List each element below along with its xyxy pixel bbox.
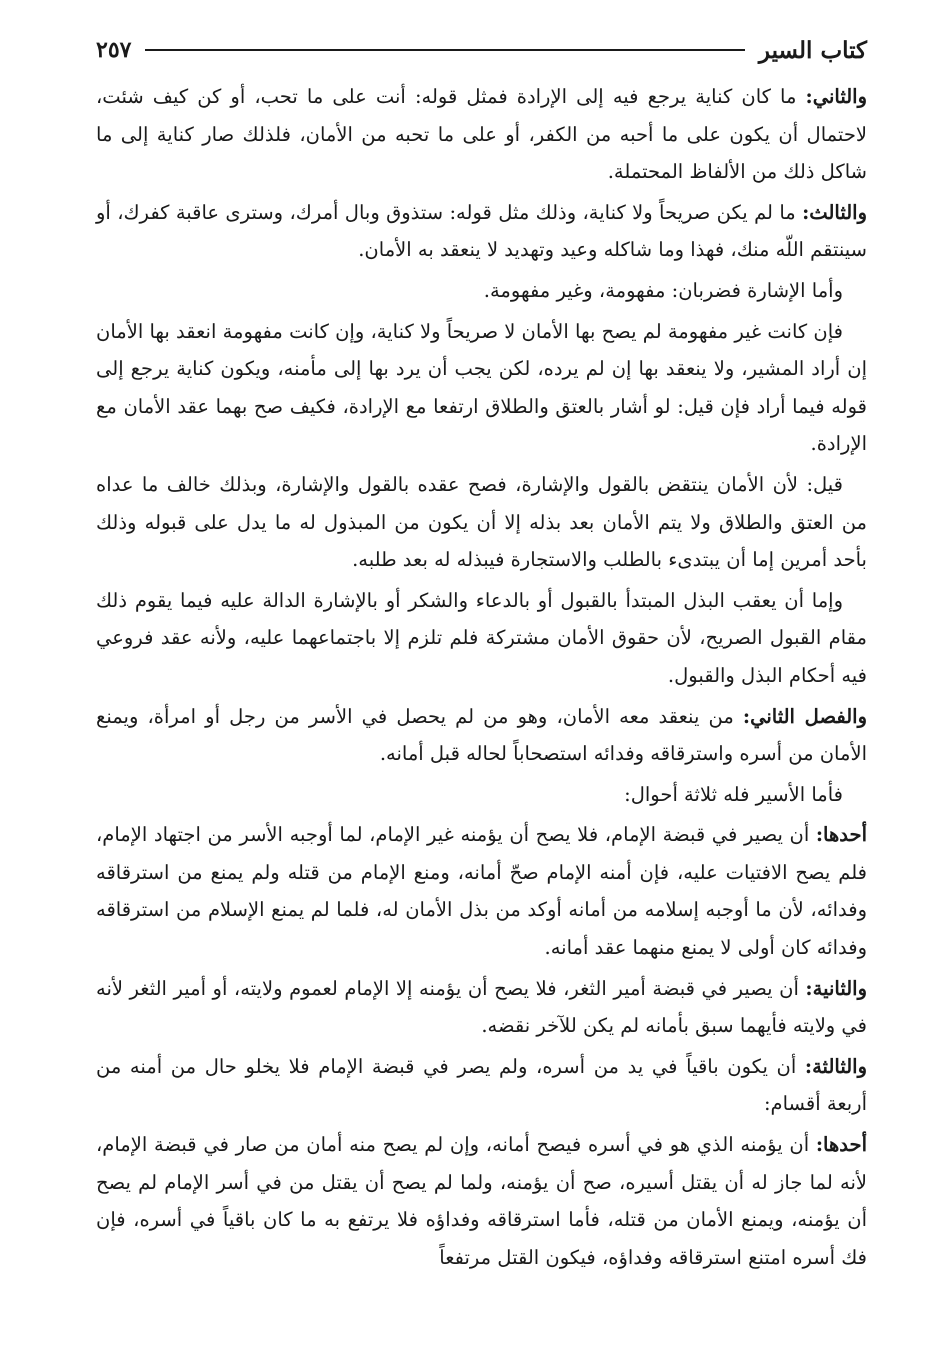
paragraph bbox=[96, 78, 867, 191]
paragraph-text: وإما أن يعقب البذل المبتدأ بالقبول أو بالدعاء والشكر أو بالإشارة الدالة عليه فيما يقوم ذلك مقام القبول الصريح، لأن حقوق الأمان مشتركة فلم تلزم إلا باجتماعهما عليه، ولأنه عقد فروعي فيه أحكام البذل والقبول. bbox=[96, 588, 867, 687]
paragraph bbox=[96, 970, 867, 1045]
paragraph-lead: والثالث: bbox=[802, 200, 867, 224]
paragraph-text: قيل: لأن الأمان ينتقض بالقول والإشارة، فصح عقده بالقول والإشارة، وبذلك خالف ما عداه من العتق والطلاق ولا يتم الأمان بعد بذله إلا أن يكون من المبذول له ما يدل على قبوله وذلك بأحد أمرين إما أن يبتدىء بالطلب والاستجارة فيبذله له بعد طلبه. bbox=[96, 472, 867, 572]
paragraph-text: وأما الإشارة فضربان: مفهومة، وغير مفهومة. bbox=[483, 278, 843, 302]
paragraph-text: أن يصير في قبضة أمير الثغر، فلا يصح أن يؤمنه إلا الإمام لعموم ولايته، أو أمير الثغر لأنه في ولايته فأيهما سبق بأمانه لم يكن للآخر نقضه. bbox=[96, 976, 867, 1038]
page-number: ٢٥٧ bbox=[96, 37, 132, 63]
paragraph-text: ما كان كناية يرجع فيه إلى الإرادة فمثل قوله: أنت على ما تحب، أو كن كيف شئت، لاحتمال أن يكون على ما أحبه من الكفر، أو على ما تحبه من الأمان، فلذلك صار كناية إلى ما شاكل ذلك من الألفاظ المحتملة. bbox=[96, 85, 867, 184]
paragraph-text: أن يصير في قبضة الإمام، فلا يصح أن يؤمنه غير الإمام، لما أوجبه الأسر من اجتهاد الإمام، فلم يصح الافتيات عليه، فإن أمنه الإمام صحّ أمانه، ومنع الإمام من قتله ولم يمنع من استرقاقه وفدائه، لأن ما أوجبه إسلامه من أمانه أوكد من بذل الأمان له، فلما لم يمنع الإسلام من استرقاقه وفدائه كان أولى لا يمنع منهما عقد أمانه. bbox=[96, 823, 867, 960]
header-rule bbox=[145, 49, 744, 51]
paragraph bbox=[96, 816, 867, 966]
paragraph bbox=[96, 1126, 867, 1276]
paragraph bbox=[96, 776, 867, 814]
paragraph-lead: والثالثة: bbox=[804, 1054, 867, 1078]
paragraph-lead: والفصل الثاني: bbox=[742, 704, 867, 728]
book-title: كتاب السير bbox=[758, 36, 867, 64]
paragraph-lead: والثاني: bbox=[805, 85, 867, 108]
paragraph-text: فإن كانت غير مفهومة لم يصح بها الأمان لا صريحاً ولا كناية، وإن كانت مفهومة انعقد بها الأمان إن أراد المشير، ولا ينعقد بها إن لم يرده، لكن يجب أن يرد بها إلى مأمنه، ويكون كناية يرجع إلى قوله فيما أراد فإن قيل: لو أشار بالعتق والطلاق ارتفعا مع الإرادة، فكيف صح بهما عقد الأمان مع الإرادة. bbox=[96, 319, 867, 456]
paragraph bbox=[96, 698, 867, 773]
paragraph-lead: والثانية: bbox=[805, 976, 867, 1000]
paragraph bbox=[96, 466, 867, 579]
body-text bbox=[96, 78, 867, 1276]
book-page bbox=[96, 28, 867, 1352]
paragraph-lead: أحدها: bbox=[815, 823, 867, 847]
paragraph bbox=[96, 194, 867, 269]
paragraph-lead: أحدها: bbox=[815, 1133, 867, 1157]
paragraph bbox=[96, 582, 867, 695]
paragraph bbox=[96, 1048, 867, 1123]
paragraph bbox=[96, 313, 867, 463]
running-header bbox=[96, 28, 867, 72]
paragraph-text: ما لم يكن صريحاً ولا كناية، وذلك مثل قوله: ستذوق وبال أمرك، وسترى عاقبة كفرك، أو سينتقم اللّه منك، فهذا وما شاكله وعيد وتهديد لا ينعقد به الأمان. bbox=[96, 200, 867, 262]
paragraph-text: من ينعقد معه الأمان، وهو من لم يحصل في الأسر من رجل أو امرأة، ويمنع الأمان من أسره واسترقاقه وفدائه استصحاباً لحاله قبل أمانه. bbox=[96, 704, 867, 766]
paragraph-text: فأما الأسير فله ثلاثة أحوال: bbox=[624, 782, 843, 806]
paragraph bbox=[96, 272, 867, 310]
paragraph-text: أن يكون باقياً في يد من أسره، ولم يصر في قبضة الإمام فلا يخلو حال من أمنه من أربعة أقسام: bbox=[96, 1054, 867, 1116]
paragraph-text: أن يؤمنه الذي هو في أسره فيصح أمانه، وإن لم يصح منه أمان من صار في قبضة الإمام، لأنه لما جاز له أن يقتل أسيره، صح أن يؤمنه، ولما لم يصح أن يقتل من في أسر الإمام لم يصح أن يؤمنه، ويمنع الأمان من قتله، فأما استرقاقه وفداؤه فلا يرتفع به ما كان باقياً في أسره، فإن فك أسره امتنع استرقاقه وفداؤه، فيكون القتل مرتفعاً bbox=[96, 1133, 867, 1269]
